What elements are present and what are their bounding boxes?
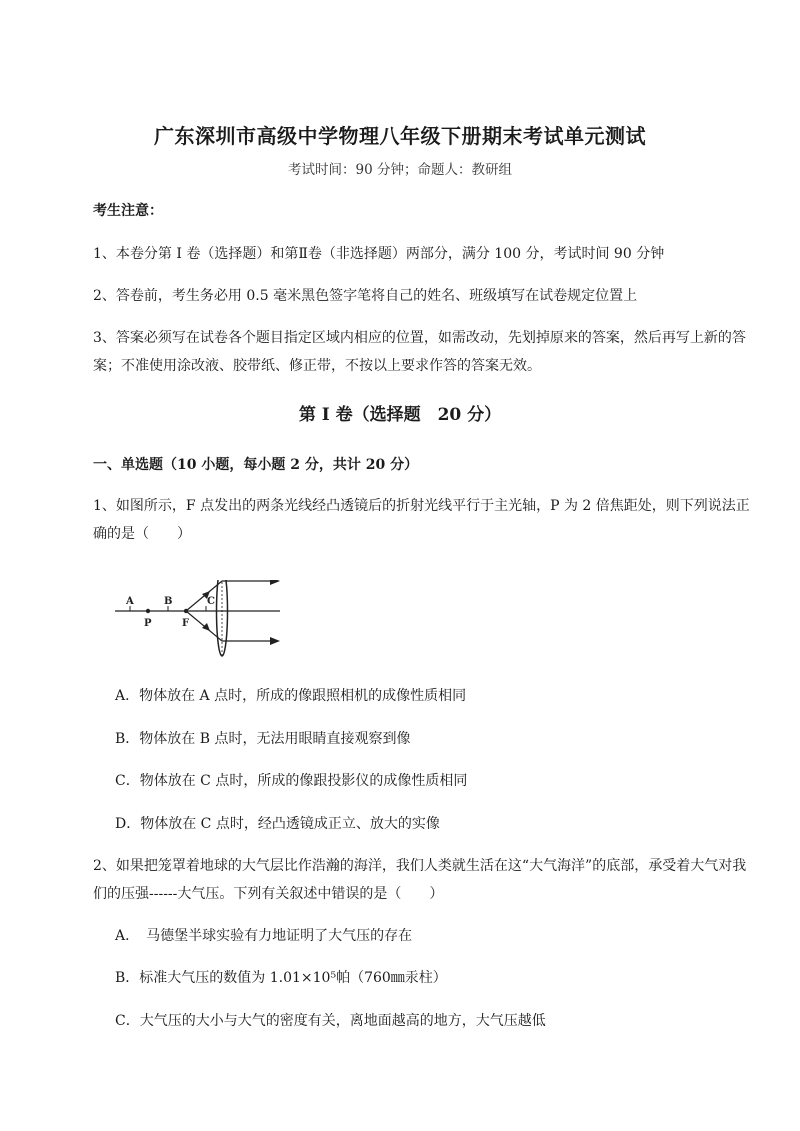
question-1-option-c: C．物体放在 C 点时，所成的像跟投影仪的成像性质相同 [115, 773, 468, 789]
lens-diagram [110, 580, 290, 660]
question-1-option-b: B．物体放在 B 点时，无法用眼睛直接观察到像 [115, 731, 411, 747]
section-title: 第 I 卷（选择题 20 分） [298, 405, 502, 425]
question-1-stem: 1、如图所示，F 点发出的两条光线经凸透镜后的折射光线平行于主光轴，P 为 2 倍焦距处，则下列说法正确的是（ ） [93, 498, 750, 542]
arrow-lower-incident [202, 623, 210, 631]
question-2-stem: 2、如果把笼罩着地球的大气层比作浩瀚的海洋，我们人类就生活在这“大气海洋”的底部，承受着大气对我们的压强------大气压。下列有关叙述中错误的是（ ） [93, 858, 747, 902]
label-p: P [144, 618, 152, 629]
question-1-option-a: A．物体放在 A 点时，所成的像跟照相机的成像性质相同 [115, 688, 467, 704]
question-1-option-d: D．物体放在 C 点时，经凸透镜成正立、放大的实像 [115, 816, 440, 832]
arrow-upper-refracted [270, 580, 280, 585]
question-2-option-b: B．标准大气压的数值为 1.01×10⁵帕（760㎜汞柱） [115, 970, 447, 986]
part-heading: 一、单选题（10 小题，每小题 2 分，共计 20 分） [93, 457, 419, 473]
exam-meta: 考试时间：90 分钟；命题人：教研组 [288, 162, 512, 178]
notice-item-2: 2、答卷前，考生务必用 0.5 毫米黑色签字笔将自己的姓名、班级填写在试卷规定位置上 [93, 288, 638, 304]
arrow-lower-refracted [270, 637, 280, 645]
notice-item-3: 3、答案必须写在试卷各个题目指定区域内相应的位置，如需改动，先划掉原来的答案，然后再写上新的答案；不准使用涂改液、胶带纸、修正带，不按以上要求作答的答案无效。 [93, 330, 746, 374]
point-p [146, 609, 150, 613]
label-f: F [182, 618, 190, 629]
notice-heading: 考生注意： [93, 203, 163, 219]
question-2-option-a: A． 马德堡半球实验有力地证明了大气压的存在 [115, 928, 413, 944]
notice-item-1: 1、本卷分第 I 卷（选择题）和第Ⅱ卷（非选择题）两部分，满分 100 分，考试时间 90 分钟 [93, 246, 665, 262]
label-b: B [164, 596, 173, 607]
page-title: 广东深圳市高级中学物理八年级下册期末考试单元测试 [154, 124, 646, 148]
label-c: C [207, 596, 215, 607]
question-2-option-c: C．大气压的大小与大气的密度有关，离地面越高的地方，大气压越低 [115, 1013, 546, 1029]
label-a: A [126, 596, 134, 607]
